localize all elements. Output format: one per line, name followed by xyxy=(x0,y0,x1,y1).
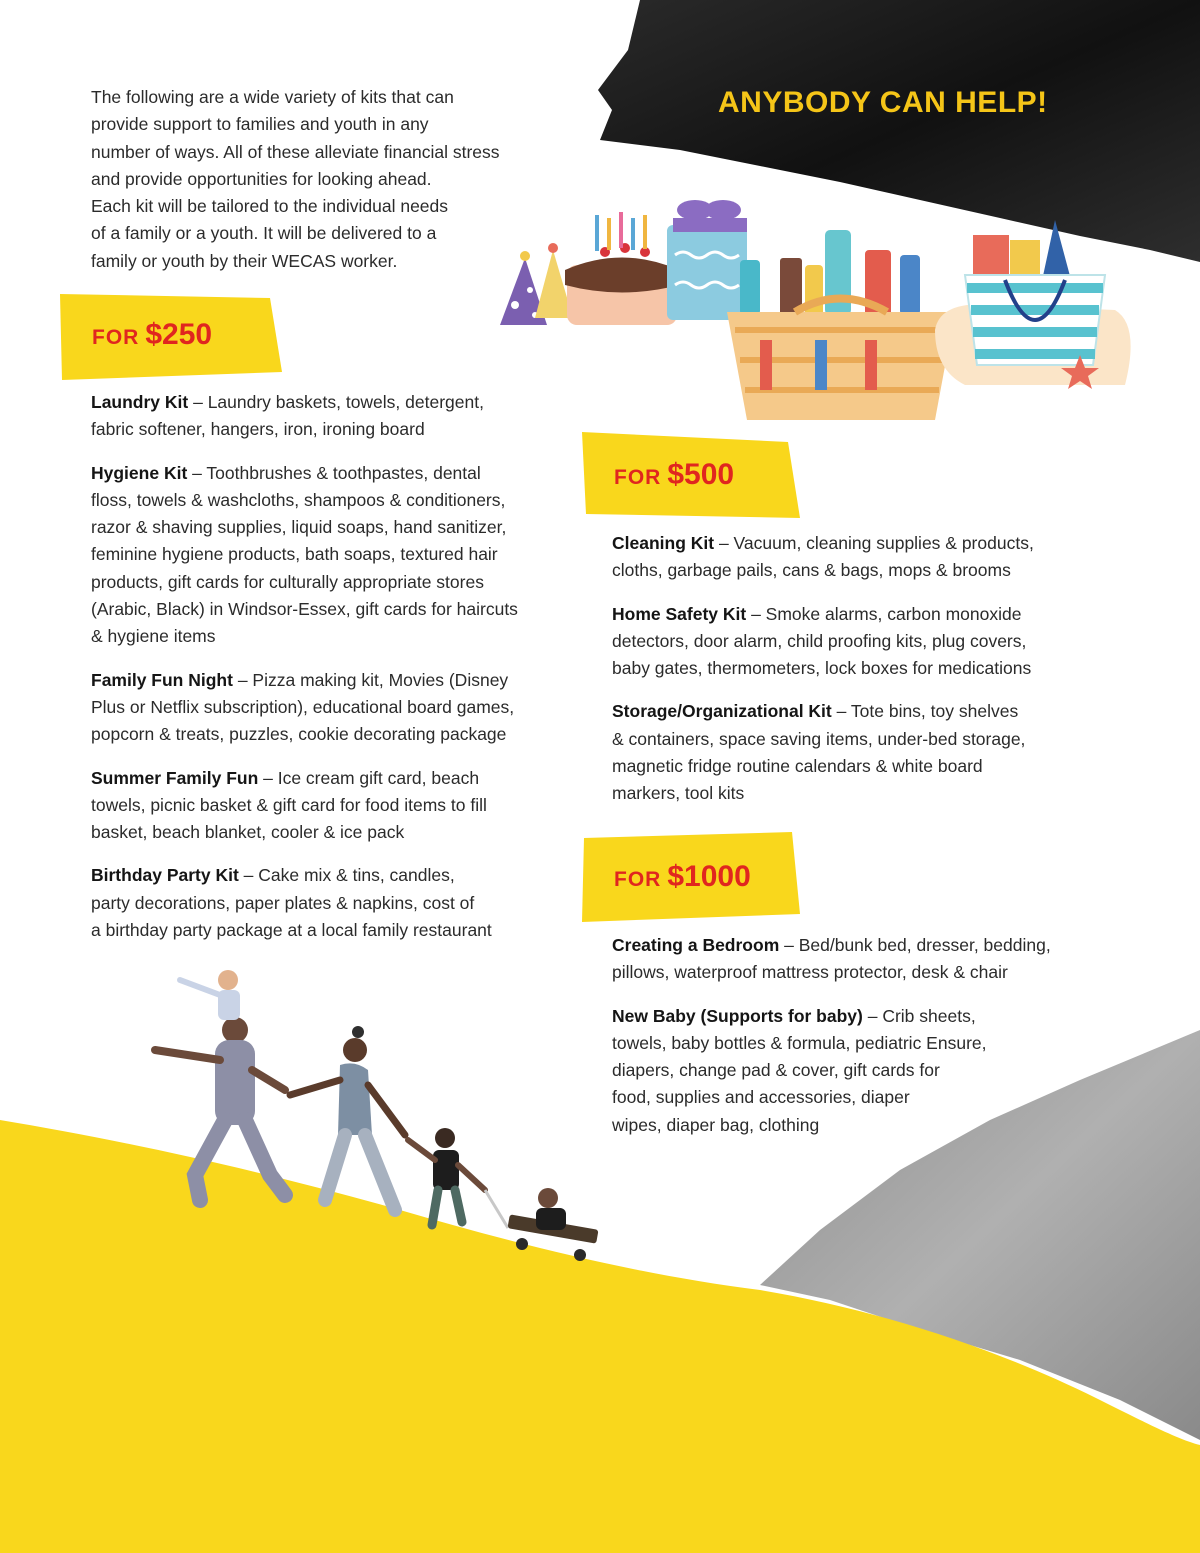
kit-desc: floss, towels & washcloths, shampoos & conditioners, xyxy=(91,489,506,510)
intro-line: family or youth by their WECAS worker. xyxy=(91,250,398,271)
party-hats-icon xyxy=(500,243,573,325)
beach-bag-icon xyxy=(935,220,1131,389)
intro-line: number of ways. All of these alleviate financial stress xyxy=(91,141,500,162)
kit-desc: magnetic fridge routine calendars & white board xyxy=(612,756,983,777)
price-label xyxy=(614,458,734,492)
kit-desc: towels, baby bottles & formula, pediatric Ensure, xyxy=(612,1032,987,1053)
kits-list-1000 xyxy=(612,932,1051,1155)
kit-item xyxy=(612,698,1034,807)
kit-desc: – Bed/bunk bed, dresser, bedding, xyxy=(779,935,1051,955)
kit-desc: (Arabic, Black) in Windsor-Essex, gift cards for haircuts xyxy=(91,599,518,620)
father-figure xyxy=(155,970,285,1200)
kit-desc: diapers, change pad & cover, gift cards for xyxy=(612,1060,940,1081)
kit-item xyxy=(91,667,518,749)
kit-desc: food, supplies and accessories, diaper xyxy=(612,1087,910,1108)
intro-line: of a family or a youth. It will be delivered to a xyxy=(91,223,437,244)
kit-desc: – Tote bins, toy shelves xyxy=(831,701,1019,722)
kit-item xyxy=(612,932,1051,987)
price-tag-250 xyxy=(60,290,282,380)
kit-desc: – Crib sheets, xyxy=(862,1005,976,1026)
gifts-illustration xyxy=(495,190,1145,430)
kit-desc: – Pizza making kit, Movies (Disney xyxy=(232,669,509,690)
kit-desc: & containers, space saving items, under-bed storage, xyxy=(612,728,1026,749)
price-tag-1000 xyxy=(582,832,800,922)
intro-line: The following are a wide variety of kits that can xyxy=(91,87,454,107)
kit-name: Birthday Party Kit xyxy=(91,865,239,886)
kit-item xyxy=(612,601,1034,683)
price-tag-500 xyxy=(582,430,800,520)
kit-name: New Baby (Supports for baby) xyxy=(612,1005,863,1026)
gift-box-icon xyxy=(667,200,747,320)
kit-item xyxy=(91,460,518,651)
intro-line: provide support to families and youth in any xyxy=(91,114,429,135)
kit-name: Laundry Kit xyxy=(91,392,189,412)
kit-desc: – Smoke alarms, carbon monoxide xyxy=(746,603,1022,624)
price-prefix: FOR xyxy=(92,326,140,349)
kit-item xyxy=(91,862,518,944)
intro-line: Each kit will be tailored to the individual needs xyxy=(91,196,449,217)
kit-name: Hygiene Kit xyxy=(91,462,188,483)
kit-name: Storage/Organizational Kit xyxy=(612,701,832,722)
child-figure xyxy=(408,1128,485,1225)
price-prefix: FOR xyxy=(614,466,662,489)
kit-desc: wipes, diaper bag, clothing xyxy=(612,1114,820,1135)
kit-name: Summer Family Fun xyxy=(91,767,259,788)
kit-desc: pillows, waterproof mattress protector, desk & chair xyxy=(612,962,1008,983)
price-prefix: FOR xyxy=(614,868,662,891)
headline: ANYBODY CAN HELP! xyxy=(718,86,1048,119)
kit-desc: markers, tool kits xyxy=(612,783,745,804)
price-amount: $500 xyxy=(667,458,735,491)
kit-item xyxy=(91,389,518,444)
kit-desc: cloths, garbage pails, cans & bags, mops & brooms xyxy=(612,560,1011,581)
kit-name: Family Fun Night xyxy=(91,669,233,690)
kits-list-500 xyxy=(612,530,1034,824)
kit-desc: towels, picnic basket & gift card for food items to fill xyxy=(91,794,487,815)
kit-desc: Plus or Netflix subscription), educational board games, xyxy=(91,696,515,717)
price-label xyxy=(92,318,212,352)
toiletries-basket-icon xyxy=(727,230,955,420)
kit-desc: detectors, door alarm, child proofing kits, plug covers, xyxy=(612,630,1027,651)
kit-desc: – Laundry baskets, towels, detergent, xyxy=(188,392,484,412)
kit-desc: fabric softener, hangers, iron, ironing board xyxy=(91,419,425,440)
kit-desc: a birthday party package at a local family restaurant xyxy=(91,920,492,941)
kit-desc: feminine hygiene products, bath soaps, textured hair xyxy=(91,544,498,565)
kit-desc: popcorn & treats, puzzles, cookie decorating package xyxy=(91,724,507,745)
kit-item xyxy=(612,1003,1051,1139)
kit-desc: razor & shaving supplies, liquid soaps, hand sanitizer, xyxy=(91,517,507,538)
price-amount: $1000 xyxy=(667,860,751,893)
kit-desc: – Toothbrushes & toothpastes, dental xyxy=(187,462,481,483)
kit-name: Cleaning Kit xyxy=(612,533,715,553)
kit-desc: basket, beach blanket, cooler & ice pack xyxy=(91,822,405,843)
birthday-cake-icon xyxy=(565,212,679,325)
price-amount: $250 xyxy=(145,318,213,351)
intro-paragraph xyxy=(91,84,561,275)
kit-desc: baby gates, thermometers, lock boxes for medications xyxy=(612,658,1032,679)
kit-name: Home Safety Kit xyxy=(612,603,747,624)
family-walking-illustration xyxy=(140,960,610,1280)
kit-desc: – Vacuum, cleaning supplies & products, xyxy=(714,533,1034,553)
kit-desc: & hygiene items xyxy=(91,626,216,647)
intro-line: and provide opportunities for looking ahead. xyxy=(91,168,432,189)
kits-list-250 xyxy=(91,389,518,960)
kit-desc: – Ice cream gift card, beach xyxy=(258,767,480,788)
kit-name: Creating a Bedroom xyxy=(612,935,780,955)
kit-item xyxy=(91,765,518,847)
kit-desc: – Cake mix & tins, candles, xyxy=(238,865,455,886)
wagon-figure xyxy=(485,1188,599,1261)
kit-item xyxy=(612,530,1034,585)
price-label xyxy=(614,860,751,894)
kit-desc: party decorations, paper plates & napkins, cost of xyxy=(91,892,475,913)
mother-figure xyxy=(290,1026,405,1210)
kit-desc: products, gift cards for culturally appropriate stores xyxy=(91,571,484,592)
